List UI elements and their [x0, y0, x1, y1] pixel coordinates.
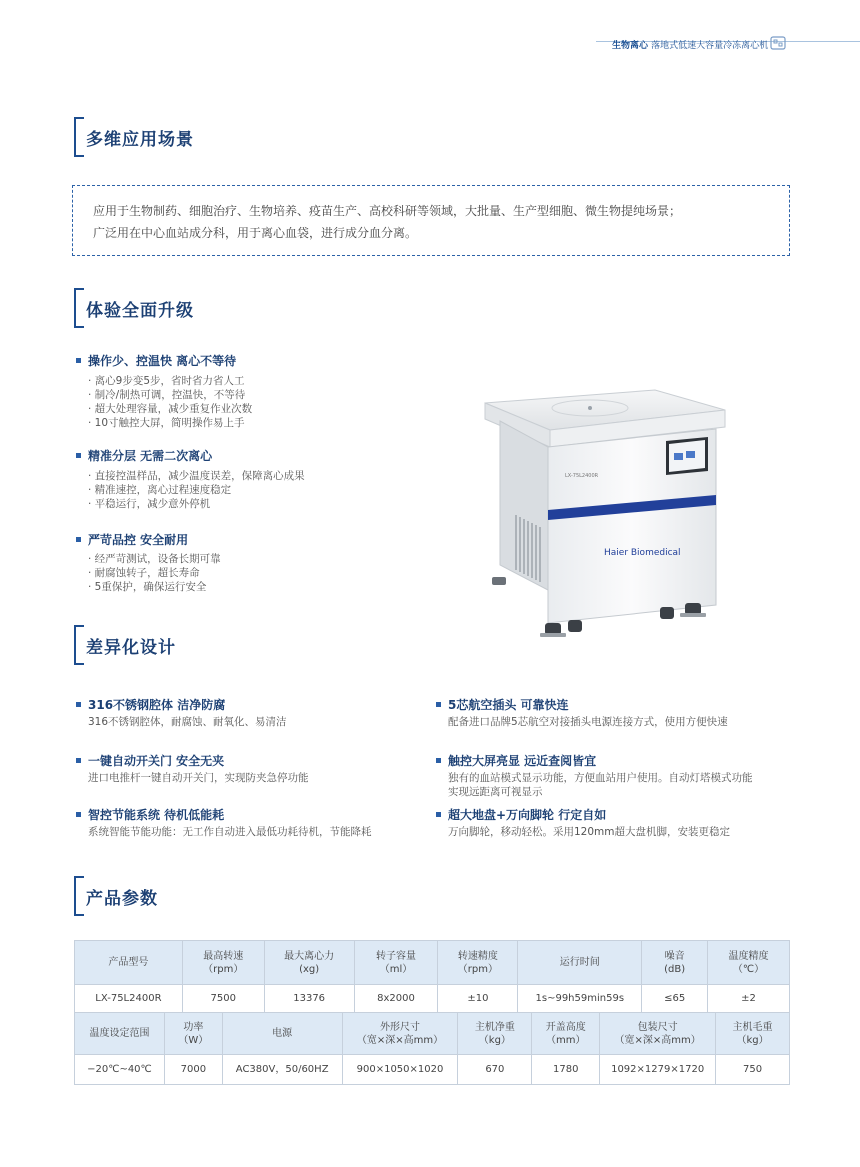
table-row	[75, 985, 790, 1013]
design-item-desc: 系统智能节能功能：无工作自动进入最低功耗待机，节能降耗	[88, 826, 372, 838]
feature-bullet: · 5重保护，确保运行安全	[88, 581, 207, 593]
design-item-desc: 316不锈钢腔体，耐腐蚀、耐氧化、易清洁	[88, 716, 287, 728]
centrifuge-image	[470, 385, 740, 640]
machine-model-label: LX-75L2400R	[565, 473, 599, 479]
table-cell: ±10	[438, 985, 518, 1013]
table-header-cell: 开盖高度 （mm）	[532, 1013, 600, 1055]
table-cell: LX-75L2400R	[75, 985, 183, 1013]
scenes-line: 应用于生物制药、细胞治疗、生物培养、疫苗生产、高校科研等领域，大批量、生产型细胞、微生物提纯场景；	[93, 204, 682, 218]
design-item-title: 5芯航空插头 可靠快连	[436, 696, 569, 713]
feature-bullet: · 超大处理容量，减少重复作业次数	[88, 403, 253, 415]
table-cell: ±2	[708, 985, 790, 1013]
table-header-cell: 噪音 (dB)	[642, 941, 708, 985]
table-cell: 1092×1279×1720	[600, 1055, 716, 1085]
table-header-cell: 产品型号	[75, 941, 183, 985]
page-header	[612, 38, 768, 51]
table-cell: AC380V，50/60HZ	[222, 1055, 342, 1085]
table-cell: 900×1050×1020	[342, 1055, 458, 1085]
table-header-cell: 功率 （W）	[164, 1013, 222, 1055]
scenes-box	[72, 185, 790, 256]
params-table-2	[74, 1012, 790, 1085]
table-header-cell: 主机毛重 （kg）	[716, 1013, 790, 1055]
header-product: 落地式低速大容量冷冻离心机	[651, 41, 769, 51]
machine-brand-label: Haier Biomedical	[604, 548, 681, 558]
feature-title: 操作少、控温快 离心不等待	[76, 352, 236, 369]
table-header-cell: 电源	[222, 1013, 342, 1055]
table-cell: 1780	[532, 1055, 600, 1085]
feature-bullet: · 制冷/制热可调，控温快，不等待	[88, 389, 246, 401]
design-item-title: 一键自动开关门 安全无夹	[76, 752, 224, 769]
design-item-title: 触控大屏亮显 远近查阅皆宜	[436, 752, 596, 769]
table-header-cell: 最大离心力 (xg)	[264, 941, 354, 985]
design-item-desc: 万向脚轮，移动轻松。采用120mm超大盘机脚，安装更稳定	[448, 826, 730, 838]
feature-bullet: · 精准速控，离心过程速度稳定	[88, 484, 232, 496]
table-row	[75, 1055, 790, 1085]
feature-bullet: · 平稳运行，减少意外停机	[88, 498, 211, 510]
feature-bullet: · 直接控温样品，减少温度误差，保障离心成果	[88, 470, 305, 482]
table-cell: 8x2000	[354, 985, 438, 1013]
params-table-1	[74, 940, 790, 1013]
design-item-desc: 独有的血站模式显示功能，方便血站用户使用。自动灯塔模式功能	[448, 772, 753, 784]
table-cell: −20℃~40℃	[75, 1055, 165, 1085]
table-cell: 13376	[264, 985, 354, 1013]
table-header-cell: 温度精度 （℃）	[708, 941, 790, 985]
scenes-line: 广泛用在中心血站成分科，用于离心血袋，进行成分血分离。	[93, 226, 418, 240]
table-header-cell: 转速精度 （rpm）	[438, 941, 518, 985]
table-cell: 670	[458, 1055, 532, 1085]
design-item-desc: 配备进口品牌5芯航空对接插头电源连接方式，使用方便快速	[448, 716, 728, 728]
feature-bullet: · 经严苛测试，设备长期可靠	[88, 553, 221, 565]
table-header-cell: 外形尺寸 （宽×深×高mm）	[342, 1013, 458, 1055]
table-cell: 750	[716, 1055, 790, 1085]
table-header-cell: 运行时间	[518, 941, 642, 985]
table-header-row	[75, 1013, 790, 1055]
feature-bullet: · 离心9步变5步，省时省力省人工	[88, 375, 245, 387]
table-cell: 7500	[182, 985, 264, 1013]
table-cell: ≤65	[642, 985, 708, 1013]
feature-title: 精准分层 无需二次离心	[76, 447, 212, 464]
table-cell: 7000	[164, 1055, 222, 1085]
header-brand: 生物离心	[612, 41, 649, 51]
table-header-cell: 最高转速 （rpm）	[182, 941, 264, 985]
table-header-cell: 转子容量 （ml）	[354, 941, 438, 985]
design-item-title: 超大地盘+万向脚轮 行定自如	[436, 806, 606, 823]
table-header-cell: 主机净重 （kg）	[458, 1013, 532, 1055]
document-icon	[770, 36, 786, 50]
design-item-desc: 实现远距离可视显示	[448, 786, 543, 798]
design-item-desc: 进口电推杆一键自动开关门，实现防夹急停功能	[88, 772, 309, 784]
table-header-cell: 温度设定范围	[75, 1013, 165, 1055]
feature-bullet: · 10寸触控大屏，简明操作易上手	[88, 417, 245, 429]
design-item-title: 316不锈钢腔体 洁净防腐	[76, 696, 225, 713]
table-cell: 1s~99h59min59s	[518, 985, 642, 1013]
table-header-row	[75, 941, 790, 985]
feature-title: 严苛品控 安全耐用	[76, 531, 188, 548]
design-item-title: 智控节能系统 待机低能耗	[76, 806, 224, 823]
table-header-cell: 包装尺寸 （宽×深×高mm）	[600, 1013, 716, 1055]
feature-bullet: · 耐腐蚀转子，超长寿命	[88, 567, 200, 579]
